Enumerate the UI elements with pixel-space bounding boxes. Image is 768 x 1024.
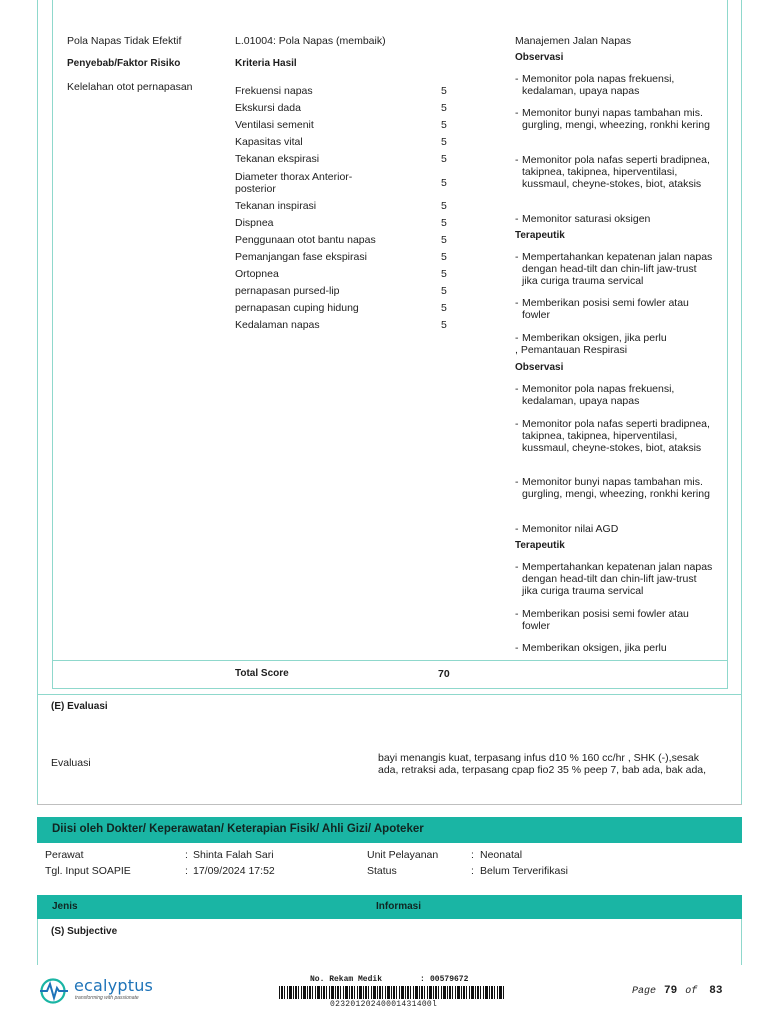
criteria-label: Kedalaman napas	[235, 319, 320, 331]
unit-value: Neonatal	[480, 849, 523, 861]
logo-tagline: transforming with passionate	[75, 995, 139, 1001]
page-total: 83	[709, 985, 723, 997]
unit-label: Unit Pelayanan	[367, 849, 439, 861]
criteria-label: Diameter thorax Anterior-posterior	[235, 171, 353, 195]
list-item: - Mempertahankan kepatenan jalan napas dengan head-tilt dan chin-lift jaw-trust jika curiga trauma servical	[515, 561, 713, 597]
section-title-observasi: Observasi	[515, 362, 564, 373]
criteria-label: Frekuensi napas	[235, 85, 313, 97]
criteria-label: Dispnea	[235, 217, 274, 229]
section-title-terapeutik: Terapeutik	[515, 540, 565, 551]
list-item: - Memonitor bunyi napas tambahan mis. gurgling, mengi, wheezing, ronkhi kering	[515, 107, 710, 131]
next-table-header	[37, 895, 742, 919]
list-item: - Memberikan posisi semi fowler atau fowler	[515, 608, 689, 632]
criteria-score: 5	[441, 319, 447, 331]
criteria-label: pernapasan cuping hidung	[235, 302, 359, 314]
criteria-label: Ekskursi dada	[235, 102, 301, 114]
outer-left-border	[37, 0, 38, 805]
criteria-score: 5	[441, 285, 447, 297]
section-divider	[37, 804, 742, 805]
criteria-label: Kapasitas vital	[235, 136, 303, 148]
of-word: of	[685, 986, 698, 997]
criteria-score: 5	[441, 177, 447, 189]
list-item: - Memonitor pola napas frekuensi, kedalaman, upaya napas	[515, 383, 675, 407]
outer-right-border	[741, 0, 742, 805]
criteria-score: 5	[441, 85, 447, 97]
criteria-score: 5	[441, 251, 447, 263]
list-item: - Memberikan oksigen, jika perlu	[515, 332, 667, 344]
monitoring-subtitle: , Pemantauan Respirasi	[515, 344, 628, 356]
inner-right-border	[727, 0, 728, 688]
total-row-top-border	[52, 660, 728, 661]
barcode-text: 02320120240001431400l	[330, 1000, 438, 1009]
list-item: - Memberikan posisi semi fowler atau fowler	[515, 297, 689, 321]
page-word: Page	[632, 986, 657, 997]
intervention-title: Manajemen Jalan Napas	[515, 35, 632, 47]
filled-by-title: Diisi oleh Dokter/ Keperawatan/ Keterapian Fisik/ Ahli Gizi/ Apoteker	[52, 823, 424, 835]
criteria-score: 5	[441, 119, 447, 131]
criteria-score: 5	[441, 200, 447, 212]
status-label: Status	[367, 865, 397, 877]
ecalyptus-logo	[38, 975, 188, 1007]
list-item: - Memonitor saturasi oksigen	[515, 213, 651, 225]
list-item: - Memberikan oksigen, jika perlu	[515, 642, 667, 654]
barcode	[279, 986, 504, 999]
page-current: 79	[664, 985, 678, 997]
list-item: - Memonitor pola napas frekuensi, kedalaman, upaya napas	[515, 73, 675, 97]
section-title-observasi: Observasi	[515, 52, 564, 63]
tgl-input-label: Tgl. Input SOAPIE	[45, 865, 131, 877]
colon: :	[185, 865, 188, 877]
list-item: - Memonitor bunyi napas tambahan mis. gurgling, mengi, wheezing, ronkhi kering	[515, 476, 710, 500]
colon: :	[471, 849, 474, 861]
cause-text: Kelelahan otot pernapasan	[67, 81, 193, 93]
inner-left-border	[52, 0, 53, 688]
colon: :	[185, 849, 188, 861]
list-item: - Memonitor nilai AGD	[515, 523, 619, 535]
criteria-label: Pemanjangan fase ekspirasi	[235, 251, 367, 263]
list-item: - Mempertahankan kepatenan jalan napas dengan head-tilt dan chin-lift jaw-trust jika curiga trauma servical	[515, 251, 713, 287]
evaluasi-label: Evaluasi	[51, 757, 91, 769]
perawat-value: Shinta Falah Sari	[193, 849, 274, 861]
colon: :	[420, 975, 425, 984]
criteria-score: 5	[441, 234, 447, 246]
column-header-informasi: Informasi	[376, 901, 422, 912]
next-table-right-border	[741, 919, 742, 965]
criteria-label: Penggunaan otot bantu napas	[235, 234, 376, 246]
total-score-label: Total Score	[235, 668, 289, 679]
next-table-left-border	[37, 919, 38, 965]
criteria-label: Tekanan inspirasi	[235, 200, 317, 212]
subjective-row-label: (S) Subjective	[51, 926, 118, 937]
criteria-label: Tekanan ekspirasi	[235, 153, 320, 165]
evaluasi-top-border	[37, 694, 742, 695]
criteria-label: Ortopnea	[235, 268, 279, 280]
logo-wordmark: ecalyptus	[74, 976, 154, 995]
diagnosis-text: Pola Napas Tidak Efektif	[67, 35, 182, 47]
evaluasi-text: bayi menangis kuat, terpasang infus d10 % 160 cc/hr , SHK (-),sesak ada, retraksi ada, terpasang cpap fio2 35 % peep 7, bab ada, bak ada,	[378, 752, 707, 776]
criteria-score: 5	[441, 102, 447, 114]
criteria-score: 5	[441, 268, 447, 280]
section-title-terapeutik: Terapeutik	[515, 230, 565, 241]
list-item: - Memonitor pola nafas seperti bradipnea, takipnea, takipnea, hiperventilasi, kussmaul, cheyne-stokes, biot, ataksis	[515, 154, 710, 190]
cause-header: Penyebab/Faktor Risiko	[67, 58, 181, 69]
criteria-score: 5	[441, 153, 447, 165]
criteria-label: pernapasan pursed-lip	[235, 285, 340, 297]
status-value: Belum Terverifikasi	[480, 865, 568, 877]
page-number	[632, 985, 722, 997]
tgl-input-value: 17/09/2024 17:52	[193, 865, 275, 877]
criteria-header: Kriteria Hasil	[235, 58, 297, 69]
rekam-medik-label: No. Rekam Medik	[310, 975, 383, 984]
criteria-label: Ventilasi semenit	[235, 119, 314, 131]
colon: :	[471, 865, 474, 877]
criteria-score: 5	[441, 217, 447, 229]
outcome-title: L.01004: Pola Napas (membaik)	[235, 35, 386, 47]
column-header-jenis: Jenis	[52, 901, 78, 912]
total-row-bottom-border	[52, 688, 728, 689]
total-score-value: 70	[438, 668, 450, 680]
evaluasi-header: (E) Evaluasi	[51, 701, 108, 712]
list-item: - Memonitor pola nafas seperti bradipnea, takipnea, takipnea, hiperventilasi, kussmaul, cheyne-stokes, biot, ataksis	[515, 418, 710, 454]
perawat-label: Perawat	[45, 849, 84, 861]
criteria-score: 5	[441, 302, 447, 314]
rekam-medik-value: 00579672	[430, 975, 469, 984]
criteria-score: 5	[441, 136, 447, 148]
filled-by-header-bar	[37, 817, 742, 843]
logo-mark-icon	[38, 976, 70, 1006]
